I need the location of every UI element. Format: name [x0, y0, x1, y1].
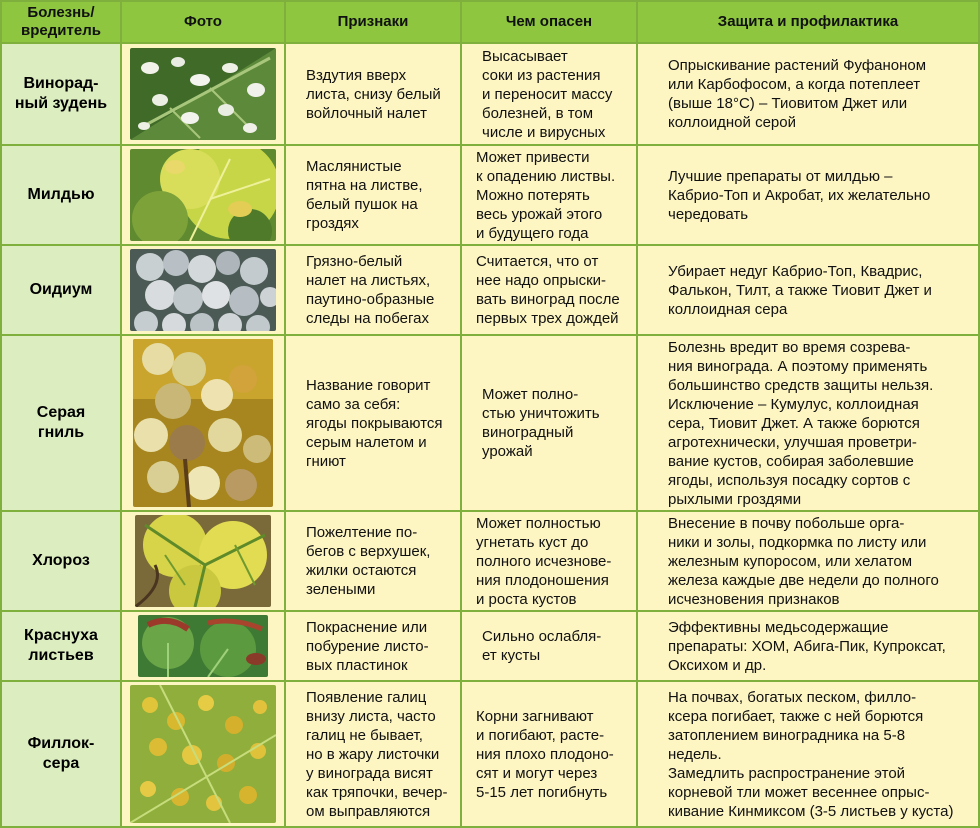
signs-cell — [285, 511, 461, 611]
header-signs-label: Признаки — [337, 13, 409, 30]
signs-cell — [285, 611, 461, 681]
signs-text: Появление галиц внизу листа, часто галиц не бывает, но в жару листочки у винограда висят как тряпочки, вечер- ом выправляются — [306, 688, 448, 820]
header-disease — [1, 1, 121, 43]
danger-cell — [461, 145, 637, 245]
disease-name: Серая гниль — [36, 404, 86, 441]
protection-cell — [637, 43, 979, 145]
protection-text: Опрыскивание растений Фуфаноном или Карбофосом, а когда потеплеет (выше 18°С) – Тиовитом Джет или коллоидной серой — [668, 57, 927, 131]
oidium-berries-photo — [130, 249, 276, 331]
mildew-leaf-photo — [130, 149, 276, 241]
protection-text: На почвах, богатых песком, филло- ксера погибает, также с ней борются затоплением виноградника на 5-8 недель. Замедлить распространение этой корневой тли может весеннее опрыс- кивание Кинмиксом (3-5 листьев у куста) — [668, 688, 954, 820]
photo-cell — [121, 245, 285, 335]
danger-cell — [461, 681, 637, 827]
gray-rot-bunch-photo — [133, 339, 273, 507]
table-row — [1, 245, 979, 335]
phylloxera-galls-photo — [130, 685, 276, 823]
signs-cell — [285, 245, 461, 335]
photo-cell — [121, 511, 285, 611]
signs-cell — [285, 681, 461, 827]
header-protection-label: Защита и профилактика — [717, 13, 899, 30]
signs-cell — [285, 43, 461, 145]
protection-cell — [637, 611, 979, 681]
danger-text: Сильно ослабля- ет кусты — [482, 628, 602, 664]
protection-text: Болезнь вредит во время созрева- ния винограда. А поэтому применять большинство средств защиты нельзя. Исключение – Кумулус, коллоидная сера, Тиовит Джет. А также борются агротехнически, улучшая проветри- вание кустов, собирая заболевшие ягоды, используя посадку сортов с рыхлыми гроздями — [668, 338, 934, 508]
danger-cell — [461, 611, 637, 681]
disease-name-cell — [1, 335, 121, 511]
signs-text: Покраснение или побурение листо- вых пластинок — [306, 618, 429, 674]
header-danger — [461, 1, 637, 43]
table-row — [1, 611, 979, 681]
header-disease-label: Болезнь/ вредитель — [21, 4, 101, 39]
rubella-leaves-photo — [138, 615, 268, 677]
danger-cell — [461, 511, 637, 611]
table-row — [1, 145, 979, 245]
table-row — [1, 511, 979, 611]
danger-text: Считается, что от нее надо опрыски- вать виноград после первых трех дождей — [476, 253, 620, 327]
protection-cell — [637, 335, 979, 511]
protection-cell — [637, 681, 979, 827]
protection-text: Внесение в почву побольше орга- ники и золы, подкормка по листу или железным купоросом, или хелатом железа каждые две недели до полного исчезновения признаков — [668, 514, 939, 608]
signs-text: Название говорит само за себя: ягоды покрываются серым налетом и гниют — [306, 376, 443, 470]
header-photo-label: Фото — [184, 13, 222, 30]
signs-text: Маслянистые пятна на листве, белый пушок на гроздях — [306, 158, 423, 232]
signs-cell — [285, 145, 461, 245]
photo-cell — [121, 335, 285, 511]
table-row — [1, 43, 979, 145]
protection-cell — [637, 511, 979, 611]
danger-text: Может полностью угнетать куст до полного исчезнове- ния плодоношения и роста кустов — [476, 514, 612, 608]
danger-text: Корни загнивают и погибают, расте- ния плохо плодоно- сят и могут через 5-15 лет погибнуть — [476, 707, 614, 801]
danger-text: Может полно- стью уничтожить виноградный урожай — [482, 386, 600, 460]
table-row — [1, 335, 979, 511]
disease-name-cell — [1, 245, 121, 335]
signs-text: Вздутия вверх листа, снизу белый войлочный налет — [306, 66, 441, 122]
danger-cell — [461, 43, 637, 145]
disease-name: Филлок- сера — [27, 735, 95, 772]
disease-name: Хлороз — [32, 552, 90, 569]
signs-text: Пожелтение по- бегов с верхушек, жилки остаются зелеными — [306, 524, 431, 598]
signs-cell — [285, 335, 461, 511]
danger-text: Высасывает соки из растения и переносит массу болезней, в том числе и вирусных — [482, 47, 613, 141]
protection-text: Лучшие препараты от милдью – Кабрио-Топ и Акробат, их желательно чередовать — [668, 167, 931, 223]
disease-name-cell — [1, 511, 121, 611]
table-row — [1, 681, 979, 827]
disease-name-cell — [1, 611, 121, 681]
header-row — [1, 1, 979, 43]
photo-cell — [121, 681, 285, 827]
photo-cell — [121, 145, 285, 245]
signs-text: Грязно-белый налет на листьях, паутино-образные следы на побегах — [306, 253, 435, 327]
photo-cell — [121, 611, 285, 681]
grape-mite-leaf-photo — [130, 48, 276, 140]
photo-cell — [121, 43, 285, 145]
chlorosis-leaf-photo — [135, 515, 271, 607]
protection-cell — [637, 145, 979, 245]
disease-name-cell — [1, 145, 121, 245]
protection-cell — [637, 245, 979, 335]
danger-text: Может привести к опадению листвы. Можно потерять весь урожай этого и будущего года — [476, 148, 616, 242]
header-danger-label: Чем опасен — [505, 13, 593, 30]
danger-cell — [461, 245, 637, 335]
protection-text: Убирает недуг Кабрио-Топ, Квадрис, Фалькон, Тилт, а также Тиовит Джет и коллоидная сера — [668, 262, 932, 318]
disease-name: Винорад- ный зудень — [14, 75, 108, 112]
header-signs — [285, 1, 461, 43]
disease-name: Милдью — [27, 186, 95, 203]
protection-text: Эффективны медьсодержащие препараты: ХОМ, Абига-Пик, Купроксат, Оксихом и др. — [668, 618, 946, 674]
disease-name-cell — [1, 681, 121, 827]
disease-name-cell — [1, 43, 121, 145]
disease-name: Оидиум — [29, 281, 93, 298]
header-protection — [637, 1, 979, 43]
danger-cell — [461, 335, 637, 511]
header-photo — [121, 1, 285, 43]
disease-name: Краснуха листьев — [24, 627, 98, 664]
